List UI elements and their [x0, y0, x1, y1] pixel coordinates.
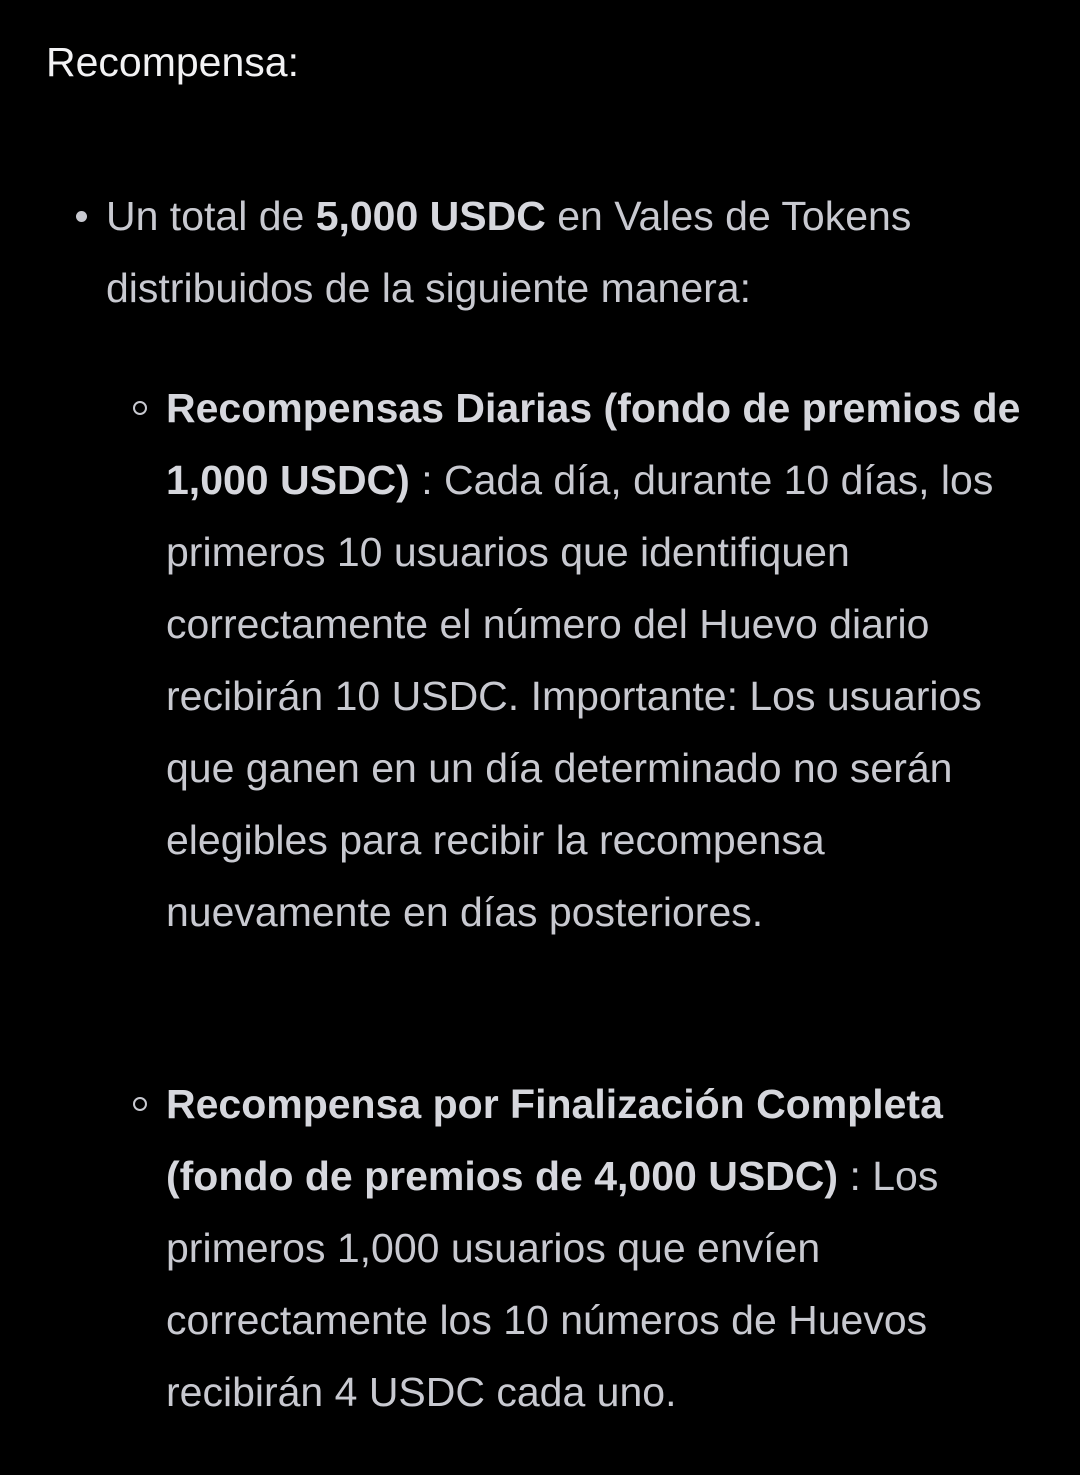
completion-reward-text: : Los primeros 1,000 usuarios que envíen correctamente los 10 números de Huevos recibirán 4 USDC cada uno.: [166, 1153, 939, 1415]
daily-rewards-title: Recompensas Diarias (fondo de premios de 1,000 USDC): [166, 385, 1021, 503]
completion-reward-title: Recompensa por Finalización Completa (fondo de premios de 4,000 USDC): [166, 1081, 943, 1199]
bullet-circle-icon: [133, 1097, 147, 1111]
reward-heading: Recompensa:: [46, 39, 299, 85]
bullet-circle-icon: [133, 401, 147, 415]
total-text: [106, 180, 1026, 324]
reward-list: [106, 180, 1046, 1415]
total-amount: 5,000 USDC: [315, 193, 546, 239]
bullet-disc-icon: [76, 211, 87, 222]
list-item-completion-reward: [166, 1068, 1041, 1428]
list-item-daily-rewards: [166, 372, 1041, 948]
list-item-total: [106, 180, 1046, 1415]
total-suffix: en Vales de Tokens distribuidos de la siguiente manera:: [106, 193, 912, 311]
total-prefix: Un total de: [106, 193, 316, 239]
daily-rewards-text: : Cada día, durante 10 días, los primeros 10 usuarios que identifiquen correctamente el número del Huevo diario recibirán 10 USDC. Importante: Los usuarios que ganen en un día determinado no serán elegibles para recibir la recompensa nuevamente en días posteriores.: [166, 457, 994, 935]
